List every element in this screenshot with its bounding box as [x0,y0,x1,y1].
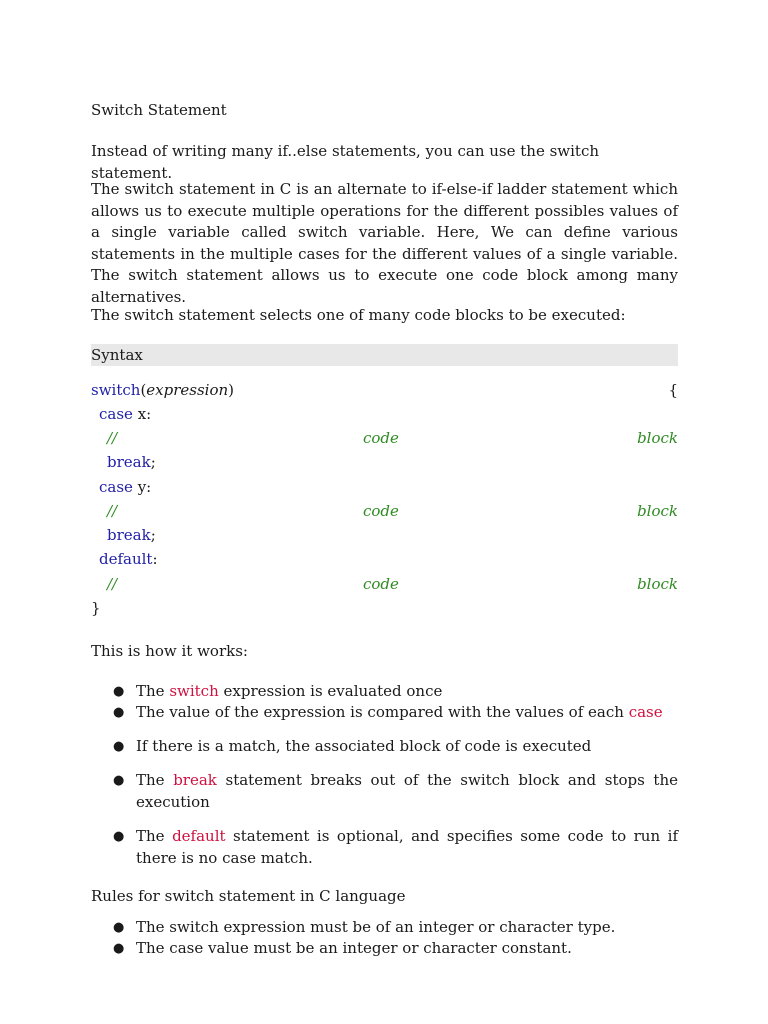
bullet-dot: ● [113,920,125,935]
code-line-break-2 [91,523,694,547]
code-comment-block: block [637,429,678,447]
code-comment-code: code [363,502,399,520]
code-switch-keyword: switch [91,381,141,399]
code-line-switch [91,378,678,402]
code-comment-slashes: // [107,429,118,447]
rule-text: The switch expression must be of an integer or character type. [136,918,616,936]
section-title: Switch Statement [91,101,227,119]
code-comment-slashes: // [107,502,118,520]
highlight-term: switch [169,682,219,700]
code-semicolon: ; [150,453,156,471]
code-case-keyword: case [99,405,133,423]
bullet-text: The switch expression is evaluated once [136,682,443,700]
code-line-comment-1 [91,426,678,450]
code-close-paren: ) [228,381,235,399]
selects-paragraph: The switch statement selects one of many code blocks to be executed: [91,306,626,324]
code-close-brace: } [91,599,101,617]
rules-heading: Rules for switch statement in C language [91,887,406,905]
bullet-dot: ● [113,684,125,699]
intro-paragraph: Instead of writing many if..else statements, you can use the switch statement. [91,142,600,182]
code-open-brace: { [668,381,678,399]
code-comment-code: code [363,575,399,593]
code-comment-slashes: // [107,575,118,593]
code-case-y-label: y: [132,478,152,496]
bullet-dot: ● [113,705,125,720]
how-it-works-paragraph: This is how it works: [91,642,248,660]
code-comment-code: code [363,429,399,447]
code-line-default [91,547,686,571]
code-case-keyword: case [99,478,133,496]
bullet-dot: ● [113,739,125,754]
code-line-close [91,596,678,620]
bullet-text: The value of the expression is compared with the values of each case [136,703,663,721]
code-comment-block: block [637,502,678,520]
code-break-keyword: break [107,526,151,544]
code-line-case-y [91,475,686,499]
code-default-keyword: default [99,550,153,568]
code-colon: : [152,550,158,568]
description-paragraph: The switch statement in C is an alternate to if-else-if ladder statement which allows us to execute multiple operations for the different possibles values of a single variable called switch variable. Here, We can define various statements in the multiple cases for the different values of a single variable. The switch statement allows us to execute one code block among many alternatives. [91,180,678,306]
syntax-heading: Syntax [91,346,143,364]
bullet-dot: ● [113,941,125,956]
code-comment-block: block [637,575,678,593]
code-line-case-x [91,402,686,426]
bullet-text: The break statement breaks out of the switch block and stops the execution [136,771,679,811]
bullet-dot: ● [113,829,125,844]
code-open-paren: ( [140,381,147,399]
code-semicolon: ; [150,526,156,544]
rule-text: The case value must be an integer or character constant. [136,939,572,957]
code-case-x-label: x: [132,405,152,423]
code-line-comment-2 [91,499,678,523]
bullet-dot: ● [113,773,125,788]
highlight-term: case [628,703,663,721]
bullet-text: The default statement is optional, and specifies some code to run if there is no case match. [136,827,678,867]
code-line-comment-3 [91,572,678,596]
highlight-term: break [173,771,217,789]
highlight-term: default [172,827,226,845]
code-break-keyword: break [107,453,151,471]
syntax-heading-bar [91,344,678,366]
code-line-break-1 [91,450,694,474]
bullet-text: If there is a match, the associated block of code is executed [136,737,592,755]
code-expression: expression [146,381,229,399]
